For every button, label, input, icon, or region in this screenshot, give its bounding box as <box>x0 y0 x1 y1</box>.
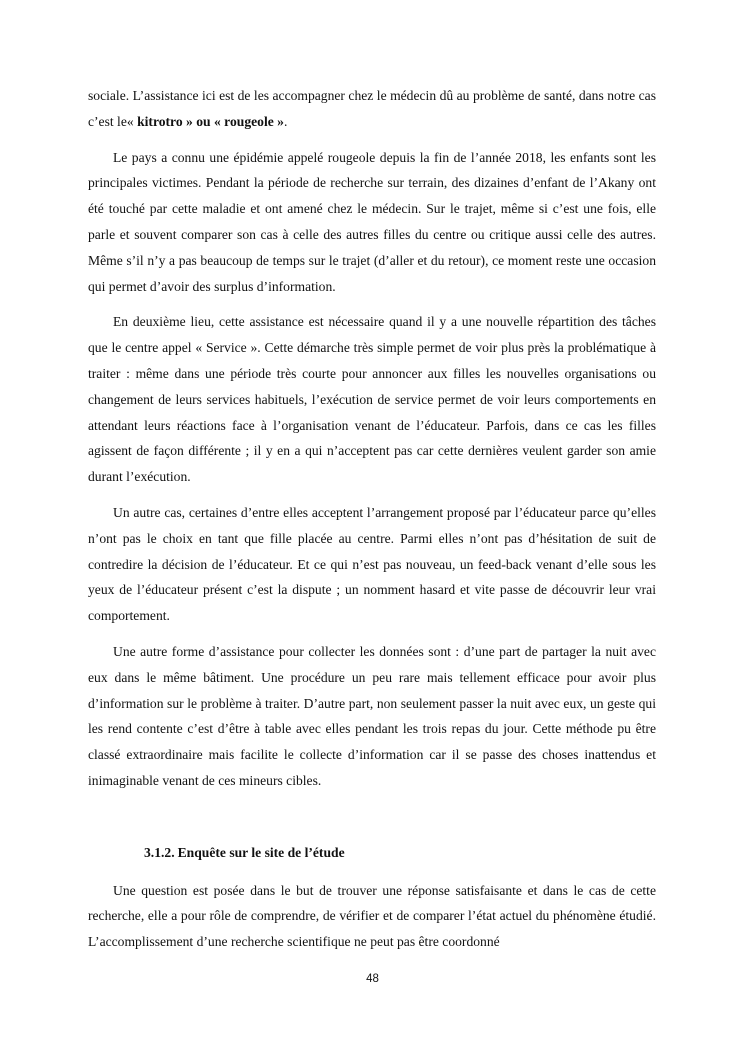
paragraph-4: Un autre cas, certaines d’entre elles acceptent l’arrangement proposé par l’éducateur parce qu’elles n’ont pas le choix en tant que fille placée au centre. Parmi elles n’ont pas d’hésitation de suit de contredire la décision de l’éducateur. Et ce qui n’est pas nouveau, un feed-back venant d’elle sous les yeux de l’éducateur présent c’est la dispute ; un nomment hasard et vite passe de découvrir leur vrai comportement. <box>88 504 656 624</box>
paragraph-1-text: sociale. L’assistance ici est de les accompagner chez le médecin dû au problème de santé, dans notre cas c’est le« <box>88 88 656 129</box>
paragraph-1-bold: kitrotro » ou « rougeole » <box>137 113 284 129</box>
paragraph-6: Une question est posée dans le but de trouver une réponse satisfaisante et dans le cas de cette recherche, elle a pour rôle de comprendre, de vérifier et de comparer l’état actuel du phénomène étudié. L’accomplissement d’une recherche scientifique ne peut pas être coordonné <box>88 882 656 950</box>
page-number: 48 <box>366 973 379 985</box>
paragraph-2: Le pays a connu une épidémie appelé rougeole depuis la fin de l’année 2018, les enfants sont les principales victimes. Pendant la période de recherche sur terrain, des dizaines d’enfant de l’Akany ont été touché par cette maladie et ont amené chez le médecin. Sur le trajet, même si c’est une fois, elle parle et souvent comparer son cas à celle des autres filles du centre ou critique aussi celle des autres. Même s’il n’y a pas beaucoup de temps sur le trajet (d’aller et du retour), ce moment reste une occasion qui permet d’avoir des surplus d’information. <box>88 149 656 294</box>
section-title: Enquête sur le site de l’étude <box>177 844 345 860</box>
paragraph-1-end: . <box>283 113 288 129</box>
section-number: 3.1.2. <box>144 844 175 860</box>
paragraph-1 <box>88 83 656 135</box>
section-heading <box>144 840 656 866</box>
document-page <box>88 83 656 965</box>
paragraph-5: Une autre forme d’assistance pour collecter les données sont : d’une part de partager la nuit avec eux dans le même bâtiment. Une procédure un peu rare mais tellement efficace pour avoir plus d’information sur le problème à traiter. D’autre part, non seulement passer la nuit avec eux, un geste qui les rend contente c’est d’être à table avec elles pendant les trois repas du jour. Cette méthode pu être classé extraordinaire mais facilite le collecte d’information car il se passe des choses inattendus et inimaginable venant de ces mineurs cibles. <box>88 643 656 788</box>
paragraph-3: En deuxième lieu, cette assistance est nécessaire quand il y a une nouvelle répartition des tâches que le centre appel « Service ». Cette démarche très simple permet de voir plus près la problématique à traiter : même dans une période très courte pour annoncer aux filles les nouvelles organisations ou changement de leurs services habituels, l’exécution de service permet de voir leurs comportements en attendant leurs réactions face à l’organisation venant de l’éducateur. Parfois, dans ce cas les filles agissent de façon différente ; il y en a qui n’acceptent pas car cette dernières veulent garder son amie durant l’exécution. <box>88 314 656 485</box>
